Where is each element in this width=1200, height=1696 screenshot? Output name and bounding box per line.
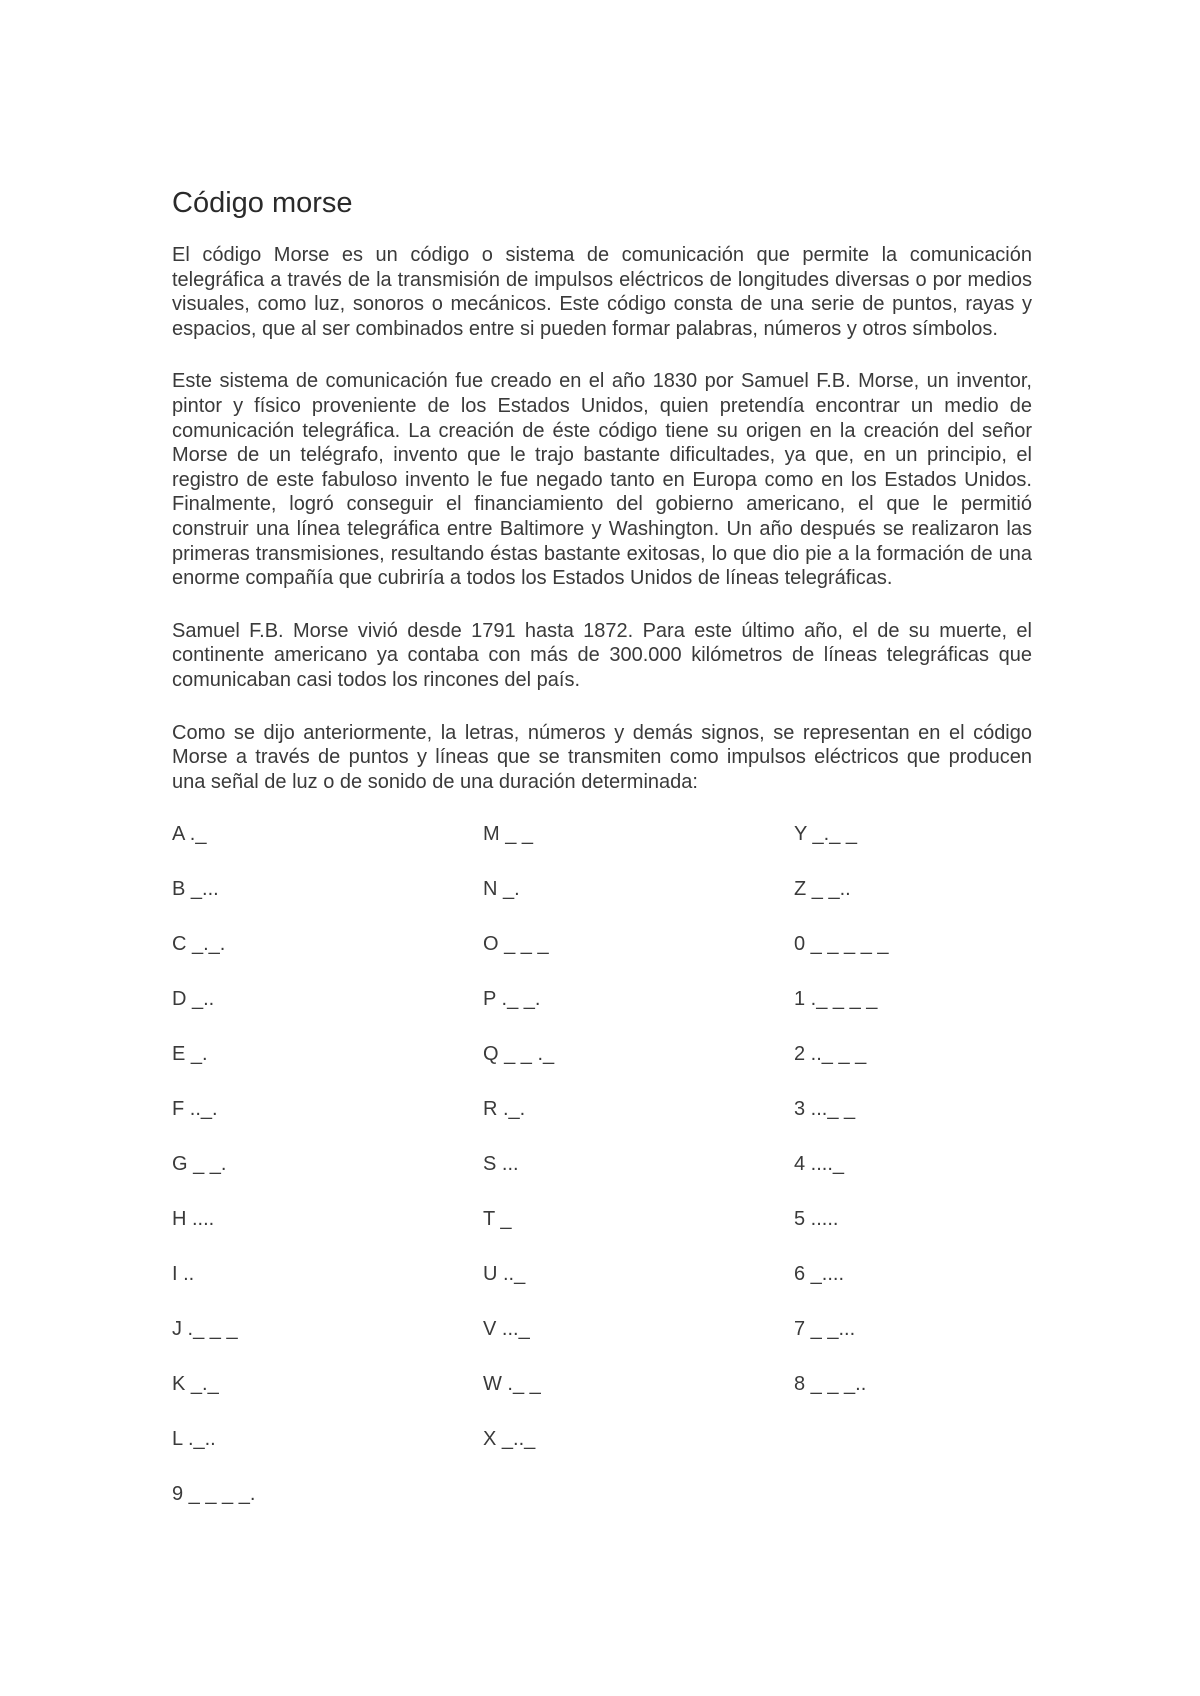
morse-entry: Q _ _ ._ <box>483 1043 555 1066</box>
document-title: Código morse <box>172 187 353 219</box>
morse-entry: U .._ <box>483 1263 526 1286</box>
morse-entry: M _ _ <box>483 823 534 846</box>
morse-entry: B _... <box>172 878 219 901</box>
morse-entry: Y _._ _ <box>794 823 858 846</box>
morse-entry: N _. <box>483 878 520 901</box>
morse-entry <box>794 1427 1032 1482</box>
morse-entry: D _.. <box>172 988 215 1011</box>
morse-entry: T _ <box>483 1208 512 1231</box>
morse-entry: C _._. <box>172 933 226 956</box>
morse-entry: V ..._ <box>483 1318 530 1341</box>
morse-entry: S ... <box>483 1153 519 1176</box>
morse-entry: 7 _ _... <box>794 1318 856 1341</box>
morse-entry: 2 .._ _ _ <box>794 1043 867 1066</box>
morse-entry: 6 _.... <box>794 1263 845 1286</box>
morse-entry: E _. <box>172 1043 208 1066</box>
morse-entry: O _ _ _ <box>483 933 549 956</box>
morse-entry: 9 _ _ _ _. <box>172 1483 256 1506</box>
morse-entry: 1 ._ _ _ _ <box>794 988 878 1011</box>
paragraph-history: Este sistema de comunicación fue creado en el año 1830 por Samuel F.B. Morse, un inventor, pintor y físico proveniente de los Estados Unidos, quien pretendía encontrar un medio de comunicación telegráfica. La creación de éste código tiene su origen en la creación del señor Morse de un telégrafo, invento que le trajo bastante dificultades, ya que, en un principio, el registro de este fabuloso invento le fue negado tanto en Europa como en los Estados Unidos. Finalmente, logró conseguir el financiamiento del gobierno americano, el que le permitió construir una línea telegráfica entre Baltimore y Washington. Un año después se realizaron las primeras transmisiones, resultando éstas bastante exitosas, lo que dio pie a la formación de una enorme compañía que cubriría a todos los Estados Unidos de líneas telegráficas. <box>172 370 1032 590</box>
morse-entry: 0 _ _ _ _ _ <box>794 933 889 956</box>
morse-entry: 5 ..... <box>794 1208 839 1231</box>
morse-entry: F .._. <box>172 1098 218 1121</box>
morse-entry: Z _ _.. <box>794 878 851 901</box>
morse-entry: P ._ _. <box>483 988 541 1011</box>
morse-entry: X _.._ <box>483 1428 536 1451</box>
paragraph-intro: El código Morse es un código o sistema de comunicación que permite la comunicación telegráfica a través de la transmisión de impulsos eléctricos de longitudes diversas o por medios visuales, como luz, sonoros o mecánicos. Este código consta de una serie de puntos, rayas y espacios, que al ser combinados entre si pueden formar palabras, números y otros símbolos. <box>172 244 1032 340</box>
morse-entry: R ._. <box>483 1098 526 1121</box>
morse-entry: 8 _ _ _.. <box>794 1373 867 1396</box>
morse-entry: L ._.. <box>172 1428 216 1451</box>
morse-entry: W ._ _ <box>483 1373 541 1396</box>
morse-entry: 4 ...._ <box>794 1153 845 1176</box>
morse-code-table <box>172 822 1032 1537</box>
paragraph-encoding: Como se dijo anteriormente, la letras, números y demás signos, se representan en el código Morse a través de puntos y líneas que se transmiten como impulsos eléctricos que producen una señal de luz o de sonido de una duración determinada: <box>172 721 1032 793</box>
morse-entry <box>794 1482 1032 1537</box>
paragraph-biography: Samuel F.B. Morse vivió desde 1791 hasta 1872. Para este último año, el de su muerte, el continente americano ya contaba con más de 300.000 kilómetros de líneas telegráficas que comunicaban casi todos los rincones del país. <box>172 619 1032 691</box>
document-page <box>172 183 1032 1537</box>
morse-entry: G _ _. <box>172 1153 227 1176</box>
morse-entry <box>483 1482 794 1537</box>
morse-entry: J ._ _ _ <box>172 1318 238 1341</box>
morse-entry: A ._ <box>172 823 207 846</box>
morse-entry: K _._ <box>172 1373 219 1396</box>
morse-entry: I .. <box>172 1263 195 1286</box>
morse-entry: 3 ..._ _ <box>794 1098 856 1121</box>
morse-entry: H .... <box>172 1208 215 1231</box>
